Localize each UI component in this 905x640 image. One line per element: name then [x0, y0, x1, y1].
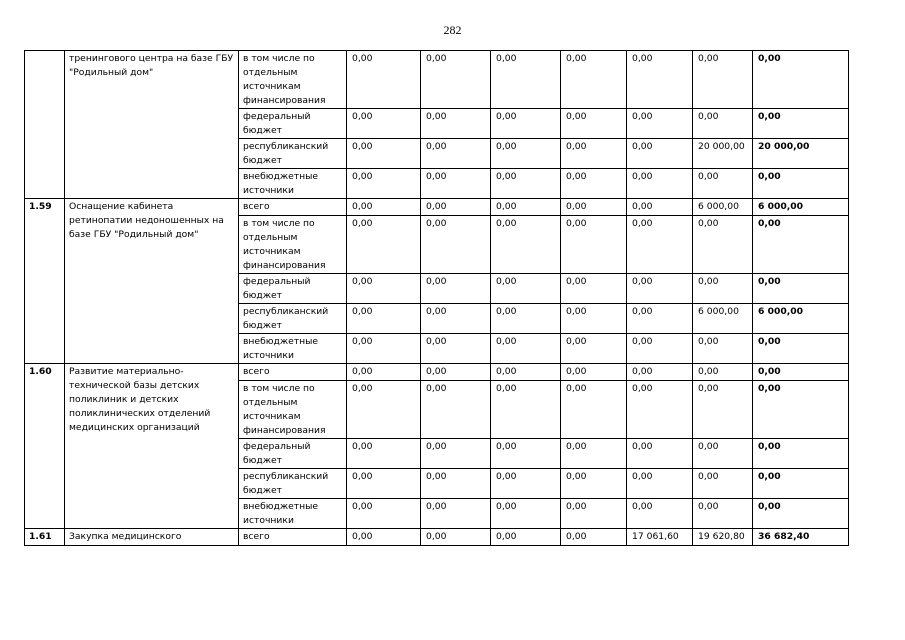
year-value: 0,00: [347, 469, 421, 499]
row-code: [25, 51, 65, 199]
year-value: 0,00: [561, 199, 627, 216]
funding-source: федеральный бюджет: [239, 439, 347, 469]
table-body: [25, 51, 849, 546]
year-value: 0,00: [347, 364, 421, 381]
year-value: 0,00: [561, 529, 627, 546]
year-value: 0,00: [627, 304, 693, 334]
year-value: 0,00: [627, 51, 693, 109]
table-row: [25, 199, 849, 216]
year-value: 0,00: [693, 439, 753, 469]
table-row: [25, 529, 849, 546]
total-value: 6 000,00: [753, 304, 849, 334]
year-value: 0,00: [693, 381, 753, 439]
funding-source: внебюджетные источники: [239, 499, 347, 529]
funding-source: всего: [239, 199, 347, 216]
year-value: 0,00: [627, 334, 693, 364]
year-value: 0,00: [491, 199, 561, 216]
year-value: 19 620,80: [693, 529, 753, 546]
year-value: 0,00: [561, 499, 627, 529]
year-value: 0,00: [491, 109, 561, 139]
year-value: 0,00: [627, 216, 693, 274]
total-value: 36 682,40: [753, 529, 849, 546]
year-value: 0,00: [627, 469, 693, 499]
year-value: 0,00: [347, 529, 421, 546]
funding-source: в том числе по отдельным источникам финансирования: [239, 381, 347, 439]
year-value: 0,00: [347, 109, 421, 139]
year-value: 0,00: [491, 499, 561, 529]
year-value: 0,00: [627, 439, 693, 469]
total-value: 0,00: [753, 51, 849, 109]
funding-source: в том числе по отдельным источникам финансирования: [239, 51, 347, 109]
table-row: [25, 51, 849, 109]
table-row: [25, 364, 849, 381]
year-value: 0,00: [347, 381, 421, 439]
year-value: 0,00: [627, 364, 693, 381]
funding-source: внебюджетные источники: [239, 169, 347, 199]
year-value: 0,00: [421, 199, 491, 216]
total-value: 0,00: [753, 216, 849, 274]
year-value: 0,00: [347, 334, 421, 364]
year-value: 0,00: [693, 216, 753, 274]
year-value: 0,00: [627, 109, 693, 139]
year-value: 0,00: [693, 169, 753, 199]
year-value: 0,00: [561, 439, 627, 469]
year-value: 0,00: [347, 439, 421, 469]
year-value: 0,00: [491, 334, 561, 364]
year-value: 0,00: [347, 51, 421, 109]
total-value: 0,00: [753, 499, 849, 529]
year-value: 0,00: [693, 334, 753, 364]
funding-source: республиканский бюджет: [239, 139, 347, 169]
year-value: 0,00: [693, 364, 753, 381]
year-value: 0,00: [421, 139, 491, 169]
year-value: 0,00: [347, 199, 421, 216]
year-value: 0,00: [347, 169, 421, 199]
measure-name: Оснащение кабинета ретинопатии недоношенных на базе ГБУ "Родильный дом": [65, 199, 239, 364]
year-value: 0,00: [561, 364, 627, 381]
year-value: 0,00: [421, 469, 491, 499]
funding-source: всего: [239, 364, 347, 381]
year-value: 0,00: [347, 139, 421, 169]
funding-source: республиканский бюджет: [239, 304, 347, 334]
total-value: 0,00: [753, 381, 849, 439]
year-value: 0,00: [347, 216, 421, 274]
total-value: 0,00: [753, 169, 849, 199]
page-number: 282: [443, 23, 462, 37]
year-value: 0,00: [421, 439, 491, 469]
year-value: 0,00: [421, 109, 491, 139]
year-value: 0,00: [491, 274, 561, 304]
row-code: 1.61: [25, 529, 65, 546]
financing-table: [24, 50, 849, 546]
year-value: 0,00: [491, 439, 561, 469]
row-code: 1.60: [25, 364, 65, 529]
measure-name: тренингового центра на базе ГБУ "Родильный дом": [65, 51, 239, 199]
funding-source: всего: [239, 529, 347, 546]
year-value: 0,00: [491, 381, 561, 439]
year-value: 0,00: [561, 216, 627, 274]
year-value: 0,00: [627, 274, 693, 304]
year-value: 0,00: [561, 139, 627, 169]
year-value: 0,00: [627, 499, 693, 529]
year-value: 0,00: [693, 109, 753, 139]
year-value: 0,00: [421, 51, 491, 109]
year-value: 0,00: [627, 199, 693, 216]
year-value: 0,00: [421, 304, 491, 334]
year-value: 0,00: [491, 529, 561, 546]
year-value: 0,00: [561, 334, 627, 364]
year-value: 0,00: [627, 381, 693, 439]
year-value: 0,00: [693, 274, 753, 304]
year-value: 0,00: [561, 304, 627, 334]
year-value: 0,00: [491, 304, 561, 334]
total-value: 20 000,00: [753, 139, 849, 169]
funding-source: внебюджетные источники: [239, 334, 347, 364]
measure-name: Закупка медицинского: [65, 529, 239, 546]
year-value: 0,00: [421, 216, 491, 274]
total-value: 0,00: [753, 109, 849, 139]
year-value: 0,00: [421, 529, 491, 546]
funding-source: федеральный бюджет: [239, 274, 347, 304]
year-value: 0,00: [561, 109, 627, 139]
total-value: 0,00: [753, 364, 849, 381]
year-value: 0,00: [693, 469, 753, 499]
year-value: 6 000,00: [693, 304, 753, 334]
year-value: 0,00: [347, 499, 421, 529]
year-value: 20 000,00: [693, 139, 753, 169]
year-value: 0,00: [491, 469, 561, 499]
year-value: 0,00: [627, 139, 693, 169]
year-value: 0,00: [693, 499, 753, 529]
total-value: 0,00: [753, 274, 849, 304]
year-value: 0,00: [561, 51, 627, 109]
year-value: 0,00: [421, 169, 491, 199]
year-value: 0,00: [561, 469, 627, 499]
year-value: 0,00: [491, 364, 561, 381]
total-value: 0,00: [753, 439, 849, 469]
total-value: 0,00: [753, 334, 849, 364]
year-value: 0,00: [421, 274, 491, 304]
year-value: 0,00: [627, 169, 693, 199]
funding-source: республиканский бюджет: [239, 469, 347, 499]
year-value: 0,00: [421, 364, 491, 381]
year-value: 0,00: [347, 304, 421, 334]
year-value: 0,00: [491, 169, 561, 199]
year-value: 0,00: [491, 51, 561, 109]
measure-name: Развитие материально-технической базы детских поликлиник и детских поликлинических отделений медицинских организаций: [65, 364, 239, 529]
year-value: 17 061,60: [627, 529, 693, 546]
year-value: 0,00: [421, 499, 491, 529]
year-value: 0,00: [561, 274, 627, 304]
year-value: 0,00: [491, 139, 561, 169]
year-value: 0,00: [561, 169, 627, 199]
year-value: 0,00: [491, 216, 561, 274]
year-value: 0,00: [421, 334, 491, 364]
year-value: 0,00: [561, 381, 627, 439]
year-value: 0,00: [421, 381, 491, 439]
year-value: 0,00: [693, 51, 753, 109]
total-value: 6 000,00: [753, 199, 849, 216]
year-value: 0,00: [347, 274, 421, 304]
row-code: 1.59: [25, 199, 65, 364]
funding-source: федеральный бюджет: [239, 109, 347, 139]
total-value: 0,00: [753, 469, 849, 499]
year-value: 6 000,00: [693, 199, 753, 216]
funding-source: в том числе по отдельным источникам финансирования: [239, 216, 347, 274]
